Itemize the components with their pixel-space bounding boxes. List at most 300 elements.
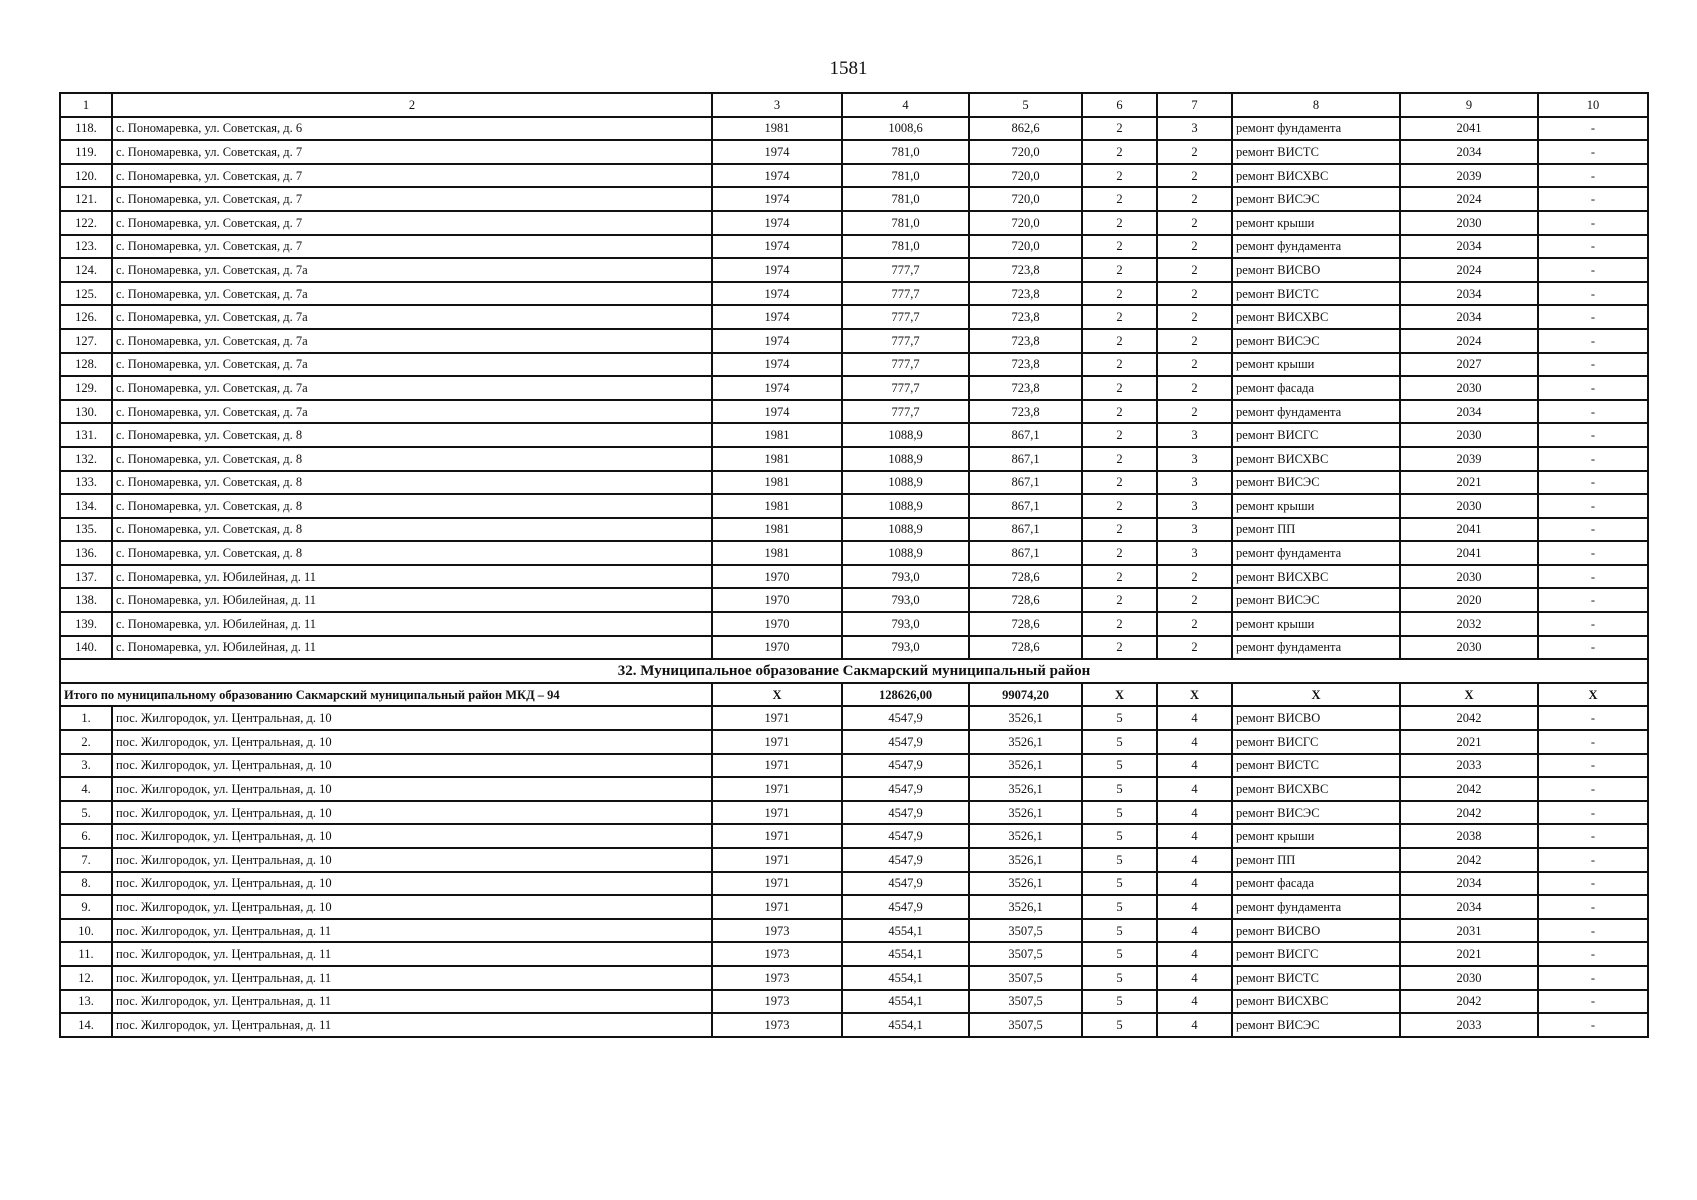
note-cell: - bbox=[1538, 518, 1648, 542]
note-cell: - bbox=[1538, 565, 1648, 589]
table-row bbox=[60, 706, 1648, 730]
work-type-cell: ремонт ВИСТС bbox=[1232, 140, 1400, 164]
year-cell: 1974 bbox=[712, 329, 842, 353]
living-area-cell: 723,8 bbox=[969, 305, 1082, 329]
row-number: 126. bbox=[60, 305, 112, 329]
note-cell: - bbox=[1538, 376, 1648, 400]
work-type-cell: ремонт ВИСЭС bbox=[1232, 801, 1400, 825]
table-row bbox=[60, 423, 1648, 447]
row-number: 4. bbox=[60, 777, 112, 801]
row-number: 125. bbox=[60, 282, 112, 306]
table-row bbox=[60, 329, 1648, 353]
table-row bbox=[60, 376, 1648, 400]
work-type-cell: ремонт ВИСХВС bbox=[1232, 305, 1400, 329]
note-cell: - bbox=[1538, 305, 1648, 329]
address-cell: с. Пономаревка, ул. Советская, д. 7а bbox=[112, 400, 712, 424]
year-cell: 1981 bbox=[712, 471, 842, 495]
total-area-cell: 1088,9 bbox=[842, 423, 969, 447]
entrances-cell: 2 bbox=[1157, 187, 1232, 211]
header-cell: 4 bbox=[842, 93, 969, 117]
living-area-cell: 867,1 bbox=[969, 541, 1082, 565]
floors-cell: 2 bbox=[1082, 140, 1157, 164]
plan-year-cell: 2034 bbox=[1400, 305, 1538, 329]
address-cell: пос. Жилгородок, ул. Центральная, д. 10 bbox=[112, 824, 712, 848]
note-cell: - bbox=[1538, 990, 1648, 1014]
plan-year-cell: 2021 bbox=[1400, 730, 1538, 754]
floors-cell: 5 bbox=[1082, 919, 1157, 943]
header-cell: 7 bbox=[1157, 93, 1232, 117]
living-area-cell: 3507,5 bbox=[969, 966, 1082, 990]
living-area-cell: 723,8 bbox=[969, 329, 1082, 353]
total-area-cell: 4554,1 bbox=[842, 990, 969, 1014]
floors-cell: 2 bbox=[1082, 282, 1157, 306]
plan-year-cell: 2030 bbox=[1400, 565, 1538, 589]
address-cell: пос. Жилгородок, ул. Центральная, д. 10 bbox=[112, 706, 712, 730]
note-cell: - bbox=[1538, 353, 1648, 377]
table-row bbox=[60, 942, 1648, 966]
work-type-cell: ремонт ВИСЭС bbox=[1232, 329, 1400, 353]
work-type-cell: ремонт ВИСЭС bbox=[1232, 1013, 1400, 1037]
row-number: 136. bbox=[60, 541, 112, 565]
row-number: 10. bbox=[60, 919, 112, 943]
work-type-cell: ремонт фундамента bbox=[1232, 117, 1400, 141]
address-cell: с. Пономаревка, ул. Советская, д. 8 bbox=[112, 541, 712, 565]
note-cell: - bbox=[1538, 942, 1648, 966]
plan-year-cell: 2034 bbox=[1400, 235, 1538, 259]
address-cell: пос. Жилгородок, ул. Центральная, д. 11 bbox=[112, 942, 712, 966]
work-type-cell: ремонт ВИСЭС bbox=[1232, 588, 1400, 612]
work-type-cell: ремонт фундамента bbox=[1232, 235, 1400, 259]
entrances-cell: 4 bbox=[1157, 1013, 1232, 1037]
entrances-cell: 3 bbox=[1157, 494, 1232, 518]
floors-cell: 5 bbox=[1082, 706, 1157, 730]
row-number: 14. bbox=[60, 1013, 112, 1037]
total-floors-cell: Х bbox=[1082, 683, 1157, 707]
total-year-cell: Х bbox=[712, 683, 842, 707]
address-cell: пос. Жилгородок, ул. Центральная, д. 10 bbox=[112, 872, 712, 896]
living-area-cell: 3526,1 bbox=[969, 848, 1082, 872]
note-cell: - bbox=[1538, 1013, 1648, 1037]
total-area-cell: 793,0 bbox=[842, 636, 969, 660]
total-area-cell: 4554,1 bbox=[842, 1013, 969, 1037]
year-cell: 1971 bbox=[712, 730, 842, 754]
note-cell: - bbox=[1538, 211, 1648, 235]
entrances-cell: 3 bbox=[1157, 117, 1232, 141]
note-cell: - bbox=[1538, 895, 1648, 919]
work-type-cell: ремонт крыши bbox=[1232, 211, 1400, 235]
plan-year-cell: 2030 bbox=[1400, 423, 1538, 447]
total-area-cell: 1088,9 bbox=[842, 541, 969, 565]
year-cell: 1974 bbox=[712, 235, 842, 259]
living-area-cell: 3526,1 bbox=[969, 730, 1082, 754]
entrances-cell: 4 bbox=[1157, 801, 1232, 825]
plan-year-cell: 2042 bbox=[1400, 777, 1538, 801]
living-area-cell: 867,1 bbox=[969, 471, 1082, 495]
floors-cell: 2 bbox=[1082, 164, 1157, 188]
table-row bbox=[60, 164, 1648, 188]
total-area-cell: 781,0 bbox=[842, 164, 969, 188]
entrances-cell: 2 bbox=[1157, 258, 1232, 282]
address-cell: с. Пономаревка, ул. Советская, д. 8 bbox=[112, 494, 712, 518]
header-cell: 8 bbox=[1232, 93, 1400, 117]
work-type-cell: ремонт фундамента bbox=[1232, 636, 1400, 660]
work-type-cell: ремонт ВИСЭС bbox=[1232, 471, 1400, 495]
year-cell: 1973 bbox=[712, 966, 842, 990]
total-area-cell: 1088,9 bbox=[842, 471, 969, 495]
work-type-cell: ремонт фасада bbox=[1232, 872, 1400, 896]
plan-year-cell: 2024 bbox=[1400, 187, 1538, 211]
note-cell: - bbox=[1538, 824, 1648, 848]
table-row bbox=[60, 211, 1648, 235]
row-number: 7. bbox=[60, 848, 112, 872]
work-type-cell: ремонт ВИСТС bbox=[1232, 754, 1400, 778]
row-number: 132. bbox=[60, 447, 112, 471]
floors-cell: 2 bbox=[1082, 423, 1157, 447]
year-cell: 1970 bbox=[712, 565, 842, 589]
table-row bbox=[60, 258, 1648, 282]
address-cell: с. Пономаревка, ул. Советская, д. 7 bbox=[112, 187, 712, 211]
plan-year-cell: 2021 bbox=[1400, 471, 1538, 495]
work-type-cell: ремонт крыши bbox=[1232, 494, 1400, 518]
total-area-cell: 793,0 bbox=[842, 565, 969, 589]
note-cell: - bbox=[1538, 541, 1648, 565]
work-type-cell: ремонт ВИСХВС bbox=[1232, 990, 1400, 1014]
year-cell: 1981 bbox=[712, 518, 842, 542]
year-cell: 1974 bbox=[712, 376, 842, 400]
address-cell: с. Пономаревка, ул. Советская, д. 7а bbox=[112, 329, 712, 353]
floors-cell: 2 bbox=[1082, 447, 1157, 471]
total-living-area-cell: 99074,20 bbox=[969, 683, 1082, 707]
living-area-cell: 867,1 bbox=[969, 518, 1082, 542]
table-row bbox=[60, 353, 1648, 377]
table-row bbox=[60, 117, 1648, 141]
living-area-cell: 867,1 bbox=[969, 494, 1082, 518]
note-cell: - bbox=[1538, 187, 1648, 211]
plan-year-cell: 2041 bbox=[1400, 541, 1538, 565]
entrances-cell: 2 bbox=[1157, 164, 1232, 188]
note-cell: - bbox=[1538, 400, 1648, 424]
plan-year-cell: 2020 bbox=[1400, 588, 1538, 612]
address-cell: с. Пономаревка, ул. Советская, д. 7а bbox=[112, 282, 712, 306]
plan-year-cell: 2032 bbox=[1400, 612, 1538, 636]
living-area-cell: 862,6 bbox=[969, 117, 1082, 141]
total-area-cell: 777,7 bbox=[842, 353, 969, 377]
total-area-cell: 777,7 bbox=[842, 329, 969, 353]
year-cell: 1981 bbox=[712, 541, 842, 565]
total-plan-year-cell: Х bbox=[1400, 683, 1538, 707]
total-area-cell: 4547,9 bbox=[842, 801, 969, 825]
table-row bbox=[60, 235, 1648, 259]
entrances-cell: 2 bbox=[1157, 565, 1232, 589]
floors-cell: 5 bbox=[1082, 872, 1157, 896]
total-area-cell: 777,7 bbox=[842, 282, 969, 306]
address-cell: с. Пономаревка, ул. Советская, д. 7а bbox=[112, 258, 712, 282]
work-type-cell: ремонт ВИСГС bbox=[1232, 942, 1400, 966]
note-cell: - bbox=[1538, 919, 1648, 943]
address-cell: с. Пономаревка, ул. Советская, д. 7а bbox=[112, 353, 712, 377]
note-cell: - bbox=[1538, 423, 1648, 447]
year-cell: 1973 bbox=[712, 942, 842, 966]
year-cell: 1971 bbox=[712, 801, 842, 825]
floors-cell: 2 bbox=[1082, 400, 1157, 424]
table-row bbox=[60, 471, 1648, 495]
work-type-cell: ремонт фундамента bbox=[1232, 895, 1400, 919]
living-area-cell: 723,8 bbox=[969, 376, 1082, 400]
entrances-cell: 2 bbox=[1157, 211, 1232, 235]
row-number: 134. bbox=[60, 494, 112, 518]
note-cell: - bbox=[1538, 447, 1648, 471]
row-number: 130. bbox=[60, 400, 112, 424]
entrances-cell: 4 bbox=[1157, 990, 1232, 1014]
header-cell: 5 bbox=[969, 93, 1082, 117]
floors-cell: 2 bbox=[1082, 305, 1157, 329]
total-area-cell: 781,0 bbox=[842, 187, 969, 211]
plan-year-cell: 2027 bbox=[1400, 353, 1538, 377]
header-cell: 10 bbox=[1538, 93, 1648, 117]
entrances-cell: 2 bbox=[1157, 636, 1232, 660]
total-row bbox=[60, 683, 1648, 707]
total-area-cell: 781,0 bbox=[842, 235, 969, 259]
floors-cell: 5 bbox=[1082, 990, 1157, 1014]
entrances-cell: 2 bbox=[1157, 353, 1232, 377]
plan-year-cell: 2030 bbox=[1400, 211, 1538, 235]
plan-year-cell: 2021 bbox=[1400, 942, 1538, 966]
plan-year-cell: 2031 bbox=[1400, 919, 1538, 943]
header-row bbox=[60, 93, 1648, 117]
table-row bbox=[60, 187, 1648, 211]
note-cell: - bbox=[1538, 494, 1648, 518]
row-number: 118. bbox=[60, 117, 112, 141]
plan-year-cell: 2033 bbox=[1400, 1013, 1538, 1037]
plan-year-cell: 2038 bbox=[1400, 824, 1538, 848]
year-cell: 1971 bbox=[712, 895, 842, 919]
total-area-cell: 793,0 bbox=[842, 588, 969, 612]
table-row bbox=[60, 305, 1648, 329]
year-cell: 1971 bbox=[712, 848, 842, 872]
year-cell: 1974 bbox=[712, 353, 842, 377]
year-cell: 1981 bbox=[712, 494, 842, 518]
address-cell: с. Пономаревка, ул. Советская, д. 7 bbox=[112, 235, 712, 259]
year-cell: 1974 bbox=[712, 211, 842, 235]
plan-year-cell: 2042 bbox=[1400, 706, 1538, 730]
table-row bbox=[60, 588, 1648, 612]
address-cell: пос. Жилгородок, ул. Центральная, д. 10 bbox=[112, 895, 712, 919]
year-cell: 1974 bbox=[712, 400, 842, 424]
year-cell: 1974 bbox=[712, 164, 842, 188]
living-area-cell: 728,6 bbox=[969, 636, 1082, 660]
address-cell: с. Пономаревка, ул. Советская, д. 8 bbox=[112, 423, 712, 447]
total-area-cell: 777,7 bbox=[842, 376, 969, 400]
table-row bbox=[60, 848, 1648, 872]
year-cell: 1971 bbox=[712, 777, 842, 801]
address-cell: с. Пономаревка, ул. Юбилейная, д. 11 bbox=[112, 565, 712, 589]
total-area-cell: 4554,1 bbox=[842, 966, 969, 990]
plan-year-cell: 2024 bbox=[1400, 258, 1538, 282]
address-cell: пос. Жилгородок, ул. Центральная, д. 10 bbox=[112, 730, 712, 754]
address-cell: пос. Жилгородок, ул. Центральная, д. 10 bbox=[112, 777, 712, 801]
entrances-cell: 4 bbox=[1157, 777, 1232, 801]
floors-cell: 2 bbox=[1082, 612, 1157, 636]
row-number: 120. bbox=[60, 164, 112, 188]
year-cell: 1970 bbox=[712, 636, 842, 660]
table-row bbox=[60, 1013, 1648, 1037]
plan-year-cell: 2042 bbox=[1400, 848, 1538, 872]
living-area-cell: 867,1 bbox=[969, 423, 1082, 447]
living-area-cell: 3526,1 bbox=[969, 706, 1082, 730]
total-area-cell: 777,7 bbox=[842, 400, 969, 424]
work-type-cell: ремонт крыши bbox=[1232, 353, 1400, 377]
entrances-cell: 2 bbox=[1157, 329, 1232, 353]
row-number: 138. bbox=[60, 588, 112, 612]
total-work-type-cell: Х bbox=[1232, 683, 1400, 707]
year-cell: 1970 bbox=[712, 612, 842, 636]
living-area-cell: 720,0 bbox=[969, 211, 1082, 235]
address-cell: с. Пономаревка, ул. Юбилейная, д. 11 bbox=[112, 612, 712, 636]
total-area-cell: 793,0 bbox=[842, 612, 969, 636]
note-cell: - bbox=[1538, 588, 1648, 612]
row-number: 124. bbox=[60, 258, 112, 282]
address-cell: пос. Жилгородок, ул. Центральная, д. 11 bbox=[112, 990, 712, 1014]
row-number: 128. bbox=[60, 353, 112, 377]
table-row bbox=[60, 919, 1648, 943]
register-table bbox=[59, 92, 1649, 1038]
plan-year-cell: 2034 bbox=[1400, 895, 1538, 919]
work-type-cell: ремонт ВИСГС bbox=[1232, 423, 1400, 447]
total-area-cell: 1088,9 bbox=[842, 494, 969, 518]
plan-year-cell: 2041 bbox=[1400, 518, 1538, 542]
note-cell: - bbox=[1538, 636, 1648, 660]
total-area-cell: 777,7 bbox=[842, 258, 969, 282]
table-row bbox=[60, 612, 1648, 636]
year-cell: 1974 bbox=[712, 305, 842, 329]
row-number: 131. bbox=[60, 423, 112, 447]
floors-cell: 2 bbox=[1082, 353, 1157, 377]
entrances-cell: 2 bbox=[1157, 305, 1232, 329]
work-type-cell: ремонт ВИСХВС bbox=[1232, 447, 1400, 471]
total-area-cell: 4547,9 bbox=[842, 754, 969, 778]
note-cell: - bbox=[1538, 706, 1648, 730]
year-cell: 1973 bbox=[712, 1013, 842, 1037]
year-cell: 1971 bbox=[712, 706, 842, 730]
note-cell: - bbox=[1538, 258, 1648, 282]
note-cell: - bbox=[1538, 329, 1648, 353]
plan-year-cell: 2034 bbox=[1400, 400, 1538, 424]
row-number: 119. bbox=[60, 140, 112, 164]
table-row bbox=[60, 872, 1648, 896]
total-area-cell: 4547,9 bbox=[842, 895, 969, 919]
address-cell: пос. Жилгородок, ул. Центральная, д. 10 bbox=[112, 801, 712, 825]
total-area-cell: 777,7 bbox=[842, 305, 969, 329]
note-cell: - bbox=[1538, 471, 1648, 495]
living-area-cell: 3526,1 bbox=[969, 824, 1082, 848]
table-row bbox=[60, 400, 1648, 424]
total-area-cell: 4554,1 bbox=[842, 942, 969, 966]
floors-cell: 5 bbox=[1082, 754, 1157, 778]
year-cell: 1971 bbox=[712, 754, 842, 778]
floors-cell: 5 bbox=[1082, 942, 1157, 966]
living-area-cell: 723,8 bbox=[969, 400, 1082, 424]
total-area-cell: 128626,00 bbox=[842, 683, 969, 707]
work-type-cell: ремонт ВИСГС bbox=[1232, 730, 1400, 754]
plan-year-cell: 2034 bbox=[1400, 140, 1538, 164]
living-area-cell: 3526,1 bbox=[969, 801, 1082, 825]
living-area-cell: 723,8 bbox=[969, 353, 1082, 377]
row-number: 123. bbox=[60, 235, 112, 259]
total-area-cell: 4547,9 bbox=[842, 824, 969, 848]
row-number: 121. bbox=[60, 187, 112, 211]
entrances-cell: 4 bbox=[1157, 895, 1232, 919]
address-cell: пос. Жилгородок, ул. Центральная, д. 11 bbox=[112, 919, 712, 943]
note-cell: - bbox=[1538, 848, 1648, 872]
address-cell: с. Пономаревка, ул. Советская, д. 8 bbox=[112, 518, 712, 542]
year-cell: 1981 bbox=[712, 117, 842, 141]
plan-year-cell: 2042 bbox=[1400, 801, 1538, 825]
living-area-cell: 728,6 bbox=[969, 588, 1082, 612]
living-area-cell: 3507,5 bbox=[969, 942, 1082, 966]
entrances-cell: 3 bbox=[1157, 518, 1232, 542]
year-cell: 1974 bbox=[712, 258, 842, 282]
entrances-cell: 3 bbox=[1157, 447, 1232, 471]
header-cell: 9 bbox=[1400, 93, 1538, 117]
row-number: 129. bbox=[60, 376, 112, 400]
row-number: 6. bbox=[60, 824, 112, 848]
entrances-cell: 4 bbox=[1157, 966, 1232, 990]
floors-cell: 2 bbox=[1082, 329, 1157, 353]
address-cell: пос. Жилгородок, ул. Центральная, д. 10 bbox=[112, 848, 712, 872]
address-cell: с. Пономаревка, ул. Советская, д. 6 bbox=[112, 117, 712, 141]
entrances-cell: 3 bbox=[1157, 541, 1232, 565]
living-area-cell: 3526,1 bbox=[969, 777, 1082, 801]
row-number: 13. bbox=[60, 990, 112, 1014]
floors-cell: 5 bbox=[1082, 730, 1157, 754]
floors-cell: 2 bbox=[1082, 258, 1157, 282]
row-number: 1. bbox=[60, 706, 112, 730]
floors-cell: 2 bbox=[1082, 588, 1157, 612]
entrances-cell: 2 bbox=[1157, 376, 1232, 400]
row-number: 11. bbox=[60, 942, 112, 966]
floors-cell: 2 bbox=[1082, 117, 1157, 141]
floors-cell: 2 bbox=[1082, 636, 1157, 660]
table-row bbox=[60, 541, 1648, 565]
work-type-cell: ремонт ВИСВО bbox=[1232, 258, 1400, 282]
row-number: 8. bbox=[60, 872, 112, 896]
header-cell: 2 bbox=[112, 93, 712, 117]
entrances-cell: 2 bbox=[1157, 588, 1232, 612]
year-cell: 1970 bbox=[712, 588, 842, 612]
entrances-cell: 4 bbox=[1157, 754, 1232, 778]
table-row bbox=[60, 140, 1648, 164]
plan-year-cell: 2041 bbox=[1400, 117, 1538, 141]
work-type-cell: ремонт ВИСХВС bbox=[1232, 565, 1400, 589]
address-cell: с. Пономаревка, ул. Советская, д. 7а bbox=[112, 376, 712, 400]
plan-year-cell: 2030 bbox=[1400, 636, 1538, 660]
total-area-cell: 781,0 bbox=[842, 211, 969, 235]
note-cell: - bbox=[1538, 730, 1648, 754]
entrances-cell: 3 bbox=[1157, 471, 1232, 495]
note-cell: - bbox=[1538, 872, 1648, 896]
row-number: 122. bbox=[60, 211, 112, 235]
plan-year-cell: 2034 bbox=[1400, 872, 1538, 896]
entrances-cell: 2 bbox=[1157, 400, 1232, 424]
work-type-cell: ремонт ВИСТС bbox=[1232, 282, 1400, 306]
work-type-cell: ремонт фундамента bbox=[1232, 400, 1400, 424]
year-cell: 1973 bbox=[712, 919, 842, 943]
table-row bbox=[60, 518, 1648, 542]
table-row bbox=[60, 565, 1648, 589]
table-row bbox=[60, 777, 1648, 801]
work-type-cell: ремонт ВИСХВС bbox=[1232, 164, 1400, 188]
plan-year-cell: 2033 bbox=[1400, 754, 1538, 778]
